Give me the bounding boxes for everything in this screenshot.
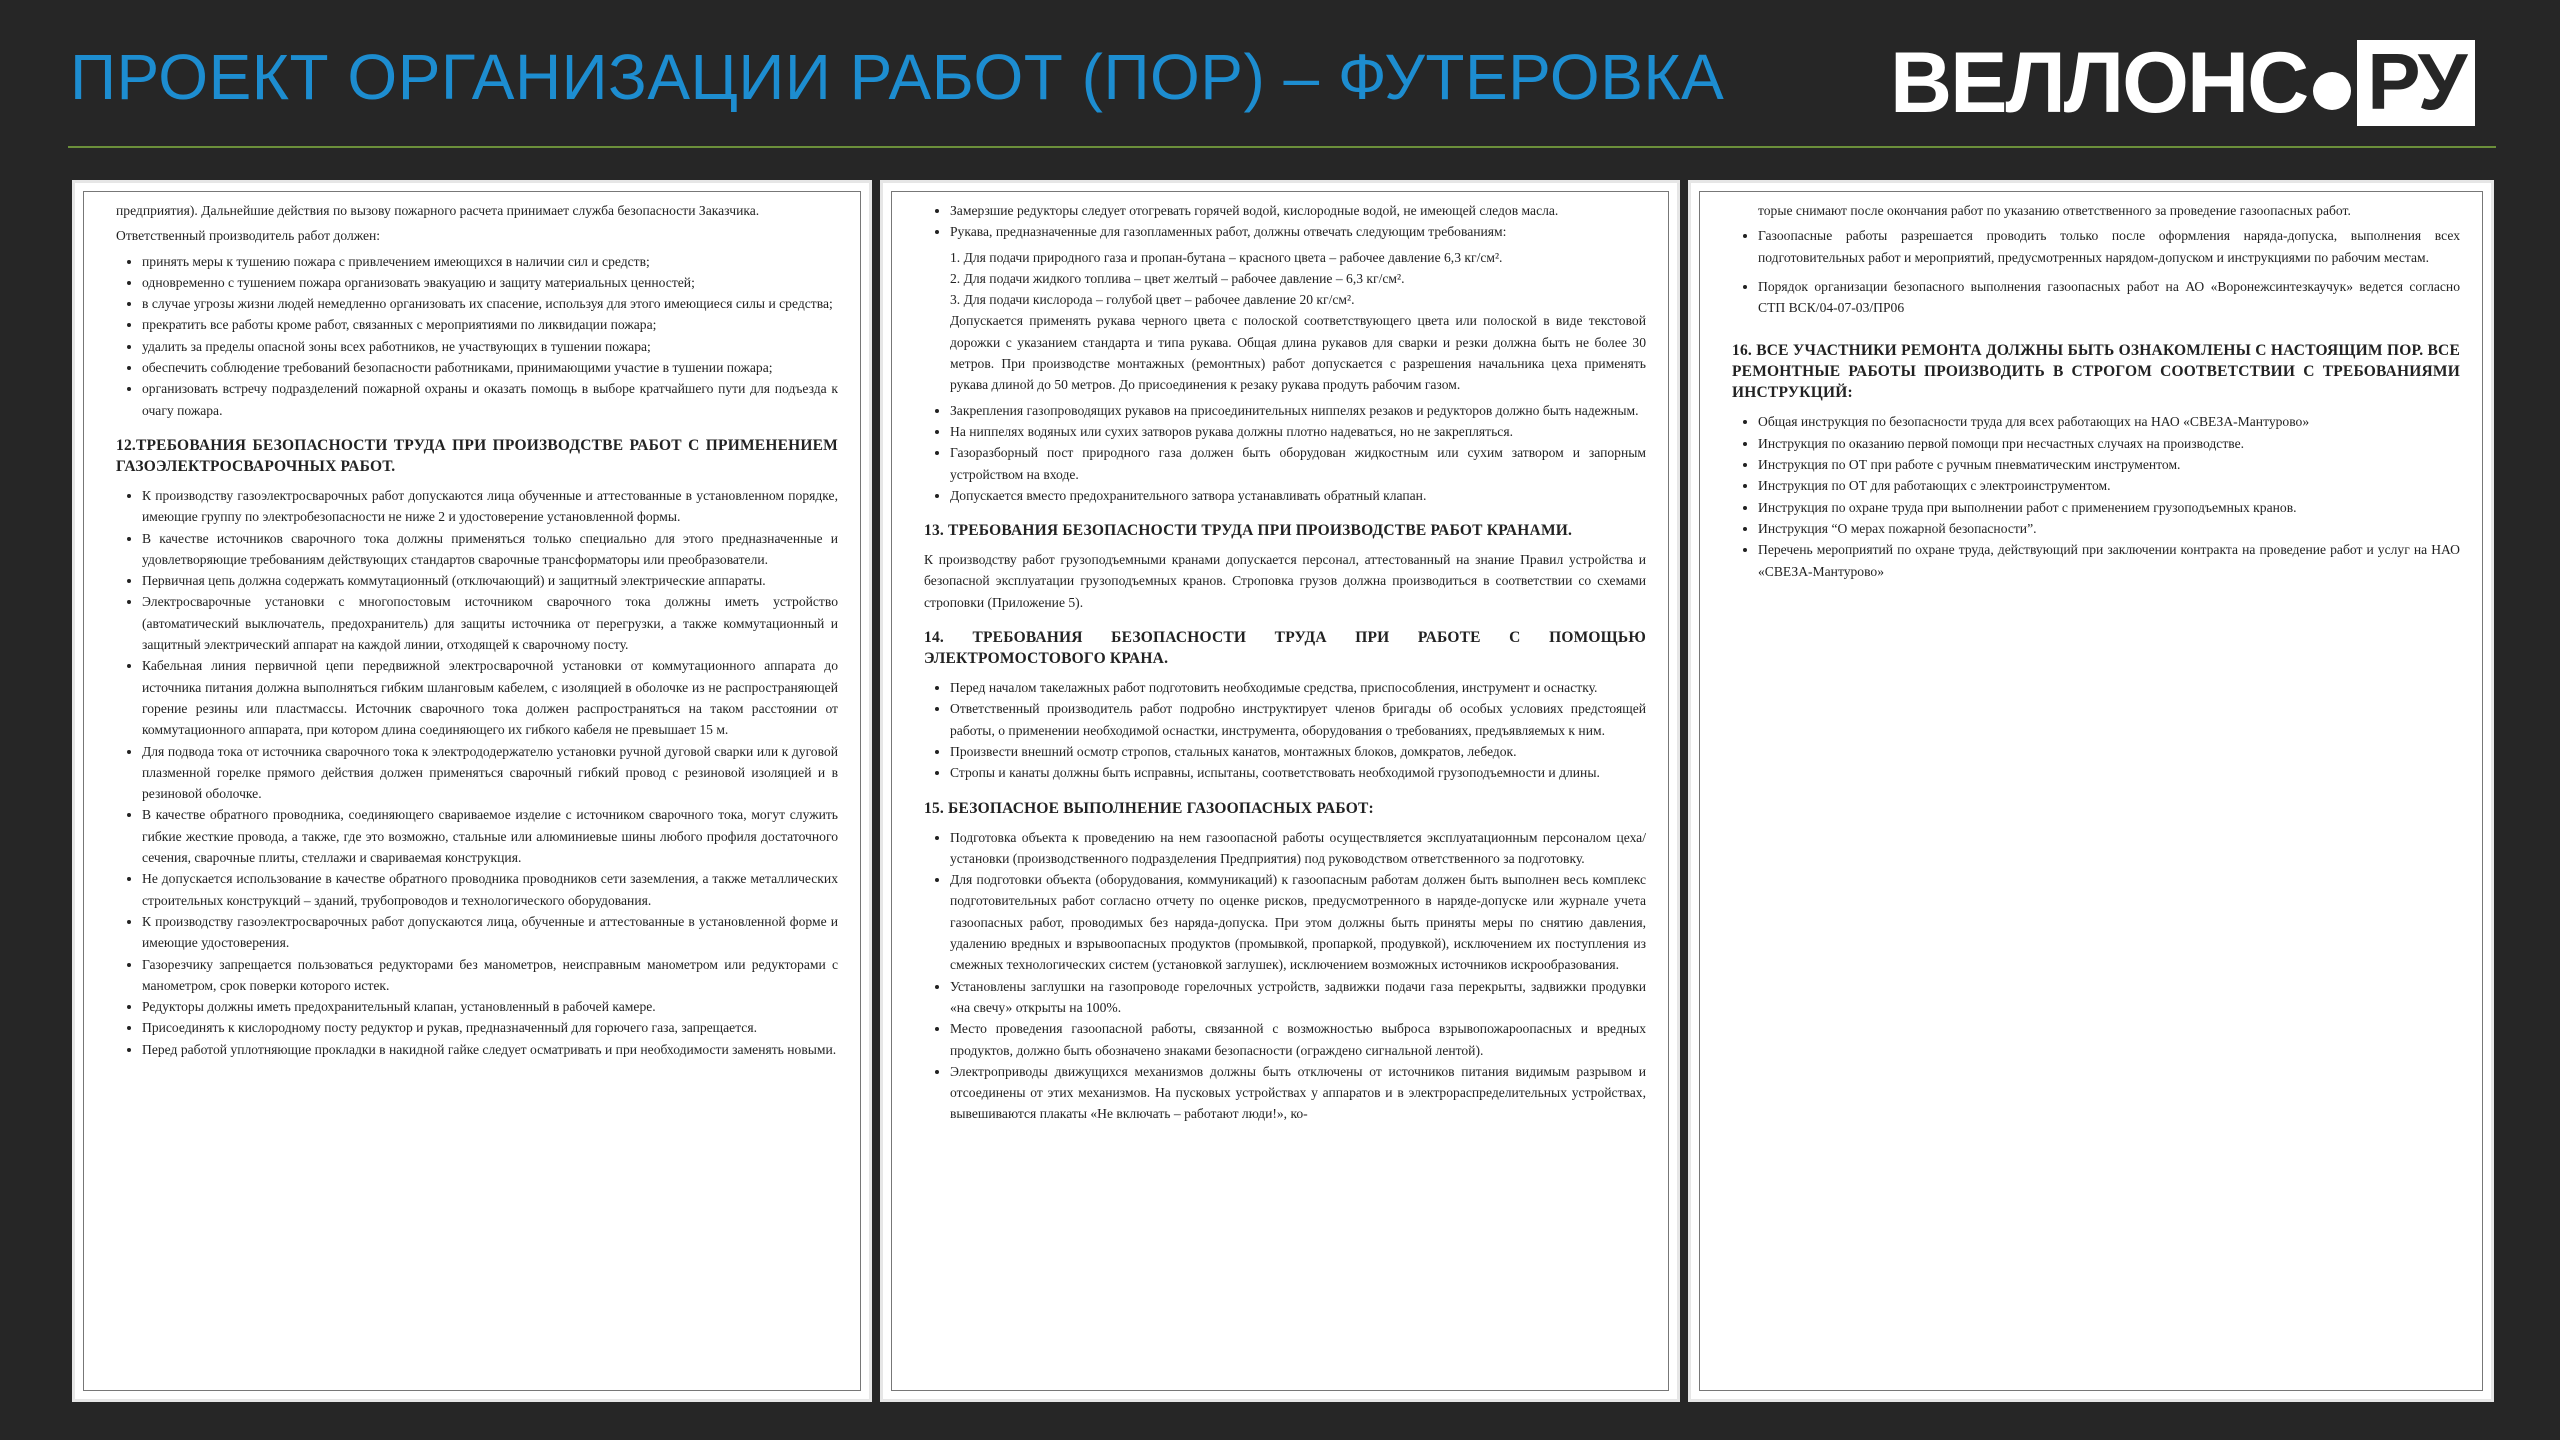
- list-item: • обеспечить соблюдение требований безопасности работниками, принимающими участие в тушении пожара;: [142, 357, 838, 378]
- list-item: • в случае угрозы жизни людей немедленно организовать их спасение, используя для этого имеющиеся силы и средства;: [142, 293, 838, 314]
- hose-fixing-list: [924, 400, 1646, 506]
- list-item: • Произвести внешний осмотр стропов, стальных канатов, монтажных блоков, домкратов, лебедок.: [950, 741, 1646, 762]
- list-item: • Редукторы должны иметь предохранительный клапан, установленный в рабочей камере.: [142, 996, 838, 1017]
- list-item: • Не допускается использование в качестве обратного проводника проводников сети заземления, а также металлических строительных конструкций – зданий, трубопроводов и технологического оборудования.: [142, 868, 838, 911]
- list-item: • Инструкция по ОТ при работе с ручным пневматическим инструментом.: [1758, 454, 2460, 475]
- list-item: • удалить за пределы опасной зоны всех работников, не участвующих в тушении пожара;: [142, 336, 838, 357]
- logo-text: ВЕЛЛОНС: [1890, 35, 2308, 131]
- responsible-paragraph: Ответственный производитель работ должен:: [116, 228, 381, 244]
- page-3-content: [1699, 191, 2483, 1391]
- section-16-heading: 16. ВСЕ УЧАСТНИКИ РЕМОНТА ДОЛЖНЫ БЫТЬ ОЗНАКОМЛЕНЫ С НАСТОЯЩИМ ПОР. ВСЕ РЕМОНТНЫЕ РАБОТЫ ПРОИЗВОДИТЬ В СТРОГОМ СООТВЕТСТВИИ С ТРЕБОВАНИЯМИ ИНСТРУКЦИЙ:: [1732, 342, 2460, 402]
- document-page-2: [880, 180, 1680, 1402]
- reducers-list: [924, 200, 1646, 243]
- section-12-list: [116, 485, 838, 1060]
- page-1-content: [83, 191, 861, 1391]
- list-item: • Установлены заглушки на газопроводе горелочных устройств, задвижки подачи газа перекрыты, задвижки продувки «на свечу» открыты на 100%.: [950, 976, 1646, 1019]
- list-item: • Газорезчику запрещается пользоваться редукторами без манометров, неисправным манометром или редукторами с манометром, срок поверки которого истек.: [142, 954, 838, 997]
- list-item: • Общая инструкция по безопасности труда для всех работающих на НАО «СВЕЗА-Мантурово»: [1758, 411, 2460, 432]
- list-item: • Для подвода тока от источника сварочного тока к электрододержателю установки ручной дуговой сварки или к дуговой плазменной горелке прямого действия должен применяться сварочный гибкий провод с резиновой изоляцией и в резиновой оболочке.: [142, 741, 838, 805]
- list-item: • Газоопасные работы разрешается проводить только после оформления наряда-допуска, выполнения всех подготовительных работ и мероприятий, предусмотренных нарядом-допуском и инструкциями по рабочим местам.: [1758, 225, 2460, 268]
- section-13-heading: 13. ТРЕБОВАНИЯ БЕЗОПАСНОСТИ ТРУДА ПРИ ПРОИЗВОДСТВЕ РАБОТ КРАНАМИ.: [924, 522, 1573, 540]
- section-13-paragraph: К производству работ грузоподъемными кранами допускается персонал, аттестованный на знание Правил устройства и безопасной эксплуатации грузоподъемных кранов. Строповка грузов должна производиться в соответствии со схемами строповки (Приложение 5).: [924, 552, 1646, 610]
- document-page-3: [1688, 180, 2494, 1402]
- list-item: • К производству газоэлектросварочных работ допускаются лица, обученные и аттестованные в установленной форме и имеющие удостоверения.: [142, 911, 838, 954]
- list-item: • На ниппелях водяных или сухих затворов рукава должны плотно надеваться, но не закрепляться.: [950, 421, 1646, 442]
- list-item: • прекратить все работы кроме работ, связанных с мероприятиями по ликвидации пожара;: [142, 314, 838, 335]
- logo-dot-icon: [2313, 72, 2351, 110]
- list-item: • Для подготовки объекта (оборудования, коммуникаций) к газоопасным работам должен быть выполнен весь комплекс подготовительных работ согласно отчету по оценке рисков, предусмотренного в наряде-допуске или журнале учета газоопасных работ, проводимых без наряда-допуска. При этом должны быть приняты меры по снятию давления, удалению вредных и взрывоопасных продуктов (промывкой, пропаркой, продувкой), исключением их поступления из смежных технологических систем (установкой заглушек), исключением возможных источников искрообразования.: [950, 869, 1646, 975]
- order-list: [1732, 276, 2460, 319]
- list-item: • Инструкция “О мерах пожарной безопасности”.: [1758, 518, 2460, 539]
- list-item: • Перечень мероприятий по охране труда, действующий при заключении контракта на проведение работ и услуг на НАО «СВЕЗА-Мантурово»: [1758, 539, 2460, 582]
- list-item: • одновременно с тушением пожара организовать эвакуацию и защиту материальных ценностей;: [142, 272, 838, 293]
- duties-list: [116, 251, 838, 421]
- list-item: • Допускается вместо предохранительного затвора устанавливать обратный клапан.: [950, 485, 1646, 506]
- list-item: • Инструкция по охране труда при выполнении работ с применением грузоподъемных кранов.: [1758, 497, 2460, 518]
- hose-requirements-list: [924, 247, 1646, 396]
- document-page-1: [72, 180, 872, 1402]
- continuation-paragraph: торые снимают после окончания работ по указанию ответственного за проведение газоопасных работ.: [1758, 203, 2351, 218]
- list-item: • Первичная цепь должна содержать коммутационный (отключающий) и защитный электрические аппараты.: [142, 570, 838, 591]
- list-item: • Место проведения газоопасной работы, связанной с возможностью выброса взрывопожароопасных и вредных продуктов, должно быть обозначено знаками безопасности (ограждено сигнальной лентой).: [950, 1018, 1646, 1061]
- section-16-list: [1732, 411, 2460, 581]
- intro-paragraph: предприятия). Дальнейшие действия по вызову пожарного расчета принимает служба безопасности Заказчика.: [116, 203, 760, 218]
- section-14-heading: 14. ТРЕБОВАНИЯ БЕЗОПАСНОСТИ ТРУДА ПРИ РАБОТЕ С ПОМОЩЬЮ ЭЛЕКТРОМОСТОВОГО КРАНА.: [924, 629, 1646, 668]
- list-item: • Присоединять к кислородному посту редуктор и рукав, предназначенный для горючего газа, запрещается.: [142, 1017, 838, 1038]
- list-item: • Замерзшие редукторы следует отогревать горячей водой, кислородные водой, не имеющей следов масла.: [950, 200, 1646, 221]
- list-item: • Подготовка объекта к проведению на нем газоопасной работы осуществляется эксплуатационным персоналом цеха/установки (производственного подразделения Предприятия) под руководством ответственного за подготовку.: [950, 827, 1646, 870]
- header-divider: [68, 146, 2496, 148]
- list-item: Допускается применять рукава черного цвета с полоской соответствующего цвета или полоской в виде текстовой дорожки с указанием стандарта и типа рукава. Общая длина рукавов для сварки и резки должна быть не более 30 метров. При производстве монтажных (ремонтных) работ допускается с разрешения начальника цеха применять рукава длиной до 50 метров. До присоединения к резаку рукава продуть рабочим газом.: [950, 313, 1646, 393]
- list-item: • Инструкция по оказанию первой помощи при несчастных случаях на производстве.: [1758, 433, 2460, 454]
- list-item: • принять меры к тушению пожара с привлечением имеющихся в наличии сил и средств;: [142, 251, 838, 272]
- section-15-heading: 15. БЕЗОПАСНОЕ ВЫПОЛНЕНИЕ ГАЗООПАСНЫХ РАБОТ:: [924, 799, 1374, 817]
- section-12-heading: 12.ТРЕБОВАНИЯ БЕЗОПАСНОСТИ ТРУДА ПРИ ПРОИЗВОДСТВЕ РАБОТ С ПРИМЕНЕНИЕМ ГАЗОЭЛЕКТРОСВАРОЧНЫХ РАБОТ.: [116, 436, 838, 475]
- list-item: • организовать встречу подразделений пожарной охраны и оказать помощь в выборе кратчайшего пути для подъезда к очагу пожара.: [142, 378, 838, 421]
- list-item: • Перед началом такелажных работ подготовить необходимые средства, приспособления, инструмент и оснастку.: [950, 677, 1646, 698]
- list-item: • Перед работой уплотняющие прокладки в накидной гайке следует осматривать и при необходимости заменять новыми.: [142, 1039, 838, 1060]
- list-item: • Рукава, предназначенные для газопламенных работ, должны отвечать следующим требованиям:: [950, 221, 1646, 242]
- list-item: • Стропы и канаты должны быть исправны, испытаны, соответствовать необходимой грузоподъемности и длины.: [950, 762, 1646, 783]
- brand-logo[interactable]: [1890, 35, 2490, 131]
- list-item: • Порядок организации безопасного выполнения газоопасных работ на АО «Воронежсинтезкаучук» ведется согласно СТП ВСК/04-07-03/ПР06: [1758, 276, 2460, 319]
- gas-work-list: [1732, 225, 2460, 268]
- list-item: 2. Для подачи жидкого топлива – цвет желтый – рабочее давление – 6,3 кг/см².: [950, 270, 1405, 286]
- list-item: • Инструкция по ОТ для работающих с электроинструментом.: [1758, 475, 2460, 496]
- list-item: 3. Для подачи кислорода – голубой цвет – рабочее давление 20 кг/см².: [950, 292, 1355, 308]
- page-2-content: [891, 191, 1669, 1391]
- logo-domain: РУ: [2357, 40, 2475, 126]
- list-item: • В качестве обратного проводника, соединяющего свариваемое изделие с источником сварочного тока, могут служить гибкие жесткие провода, а также, где это возможно, стальные или алюминиевые шины любого профиля достаточного сечения, сварочные плиты, стеллажи и свариваемая конструкция.: [142, 804, 838, 868]
- section-14-list: [924, 677, 1646, 783]
- section-15-list: [924, 827, 1646, 1125]
- list-item: • К производству газоэлектросварочных работ допускаются лица обученные и аттестованные в установленном порядке, имеющие группу по электробезопасности не ниже 2 и удостоверение установленной формы.: [142, 485, 838, 528]
- list-item: • В качестве источников сварочного тока должны применяться только специально для этого предназначенные и удовлетворяющие требованиям действующих стандартов сварочные трансформаторы или преобразователи.: [142, 528, 838, 571]
- page-title: ПРОЕКТ ОРГАНИЗАЦИИ РАБОТ (ПОР) – ФУТЕРОВКА: [70, 41, 1725, 113]
- list-item: • Электросварочные установки с многопостовым источником сварочного тока должны иметь устройство (автоматический выключатель, предохранитель) для защиты источника от перегрузки, а также коммутационный и защитный электрический аппарат на каждой линии, отходящей к сварочному посту.: [142, 591, 838, 655]
- list-item: • Газоразборный пост природного газа должен быть оборудован жидкостным или сухим затвором и запорным устройством на входе.: [950, 442, 1646, 485]
- list-item: • Электроприводы движущихся механизмов должны быть отключены от источников питания видимым разрывом и отсоединены от этих механизмов. На пусковых устройствах у аппаратов и в электрораспределительных устройствах, вывешиваются плакаты «Не включать – работают люди!», ко-: [950, 1061, 1646, 1125]
- list-item: • Закрепления газопроводящих рукавов на присоединительных ниппелях резаков и редукторов должно быть надежным.: [950, 400, 1646, 421]
- list-item: • Ответственный производитель работ подробно инструктирует членов бригады об особых условиях предстоящей работы, о применении необходимой оснастки, инструмента, оборудования о требованиях, предъявляемых к ним.: [950, 698, 1646, 741]
- list-item: 1. Для подачи природного газа и пропан-бутана – красного цвета – рабочее давление 6,3 кг/см².: [950, 249, 1503, 265]
- list-item: • Кабельная линия первичной цепи передвижной электросварочной установки от коммутационного аппарата до источника питания должна выполняться гибким шланговым кабелем, с изоляцией в оболочке из не распространяющей горение резины или пластмассы. Источник сварочного тока должен распространяться на таком расстоянии от коммутационного аппарата, при котором длина соединяющего их гибкого кабеля не превышает 15 м.: [142, 655, 838, 740]
